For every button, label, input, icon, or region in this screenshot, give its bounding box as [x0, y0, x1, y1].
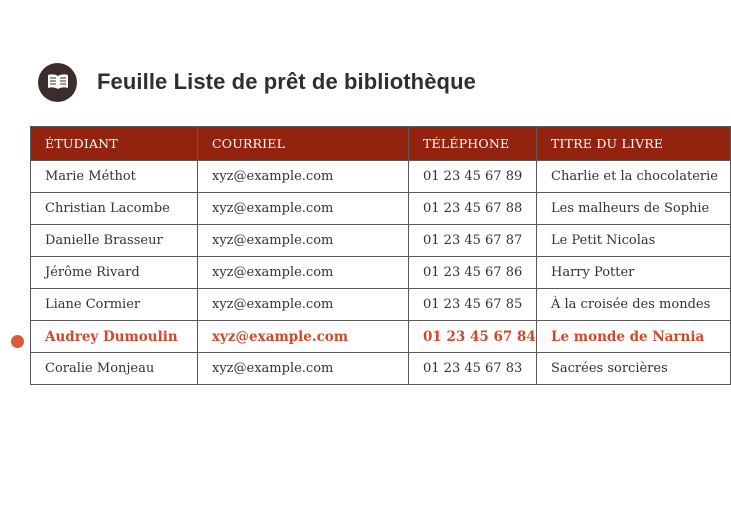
loan-table-container [30, 126, 718, 392]
cell-email[interactable]: xyz@example.com [198, 289, 409, 321]
cell-email[interactable]: xyz@example.com [198, 193, 409, 225]
cell-student[interactable]: Liane Cormier [31, 289, 198, 321]
open-book-icon [38, 63, 77, 102]
cell-phone[interactable]: 01 23 45 67 85 [409, 289, 537, 321]
cell-book-title[interactable]: Harry Potter [537, 257, 731, 289]
cell-email[interactable]: xyz@example.com [198, 321, 409, 353]
table-row[interactable] [31, 289, 731, 321]
table-row[interactable] [31, 225, 731, 257]
loan-table [30, 126, 731, 385]
header-book-title: TITRE DU LIVRE [537, 127, 731, 161]
cell-book-title[interactable]: Sacrées sorcières [537, 353, 731, 385]
cell-phone[interactable]: 01 23 45 67 87 [409, 225, 537, 257]
cell-phone[interactable]: 01 23 45 67 89 [409, 161, 537, 193]
header-student: ÉTUDIANT [31, 127, 198, 161]
page-title: Feuille Liste de prêt de bibliothèque [97, 69, 476, 94]
cell-student[interactable]: Coralie Monjeau [31, 353, 198, 385]
cell-email[interactable]: xyz@example.com [198, 161, 409, 193]
cell-book-title[interactable]: Charlie et la chocolaterie [537, 161, 731, 193]
row-marker-dot [11, 335, 24, 348]
cell-student[interactable]: Christian Lacombe [31, 193, 198, 225]
cell-email[interactable]: xyz@example.com [198, 225, 409, 257]
table-row[interactable] [31, 161, 731, 193]
cell-email[interactable]: xyz@example.com [198, 353, 409, 385]
cell-student[interactable]: Audrey Dumoulin [31, 321, 198, 353]
cell-book-title[interactable]: Les malheurs de Sophie [537, 193, 731, 225]
cell-phone[interactable]: 01 23 45 67 83 [409, 353, 537, 385]
cell-book-title[interactable]: Le monde de Narnia [537, 321, 731, 353]
cell-student[interactable]: Marie Méthot [31, 161, 198, 193]
cell-student[interactable]: Danielle Brasseur [31, 225, 198, 257]
document-header [38, 62, 476, 102]
cell-student[interactable]: Jérôme Rivard [31, 257, 198, 289]
cell-phone[interactable]: 01 23 45 67 84 [409, 321, 537, 353]
table-row[interactable] [31, 353, 731, 385]
cell-book-title[interactable]: À la croisée des mondes [537, 289, 731, 321]
table-row[interactable] [31, 257, 731, 289]
table-header-row [31, 127, 731, 161]
cell-phone[interactable]: 01 23 45 67 86 [409, 257, 537, 289]
cell-email[interactable]: xyz@example.com [198, 257, 409, 289]
header-email: COURRIEL [198, 127, 409, 161]
header-phone: TÉLÉPHONE [409, 127, 537, 161]
cell-phone[interactable]: 01 23 45 67 88 [409, 193, 537, 225]
cell-book-title[interactable]: Le Petit Nicolas [537, 225, 731, 257]
table-row-highlighted[interactable] [31, 321, 731, 353]
table-row[interactable] [31, 193, 731, 225]
